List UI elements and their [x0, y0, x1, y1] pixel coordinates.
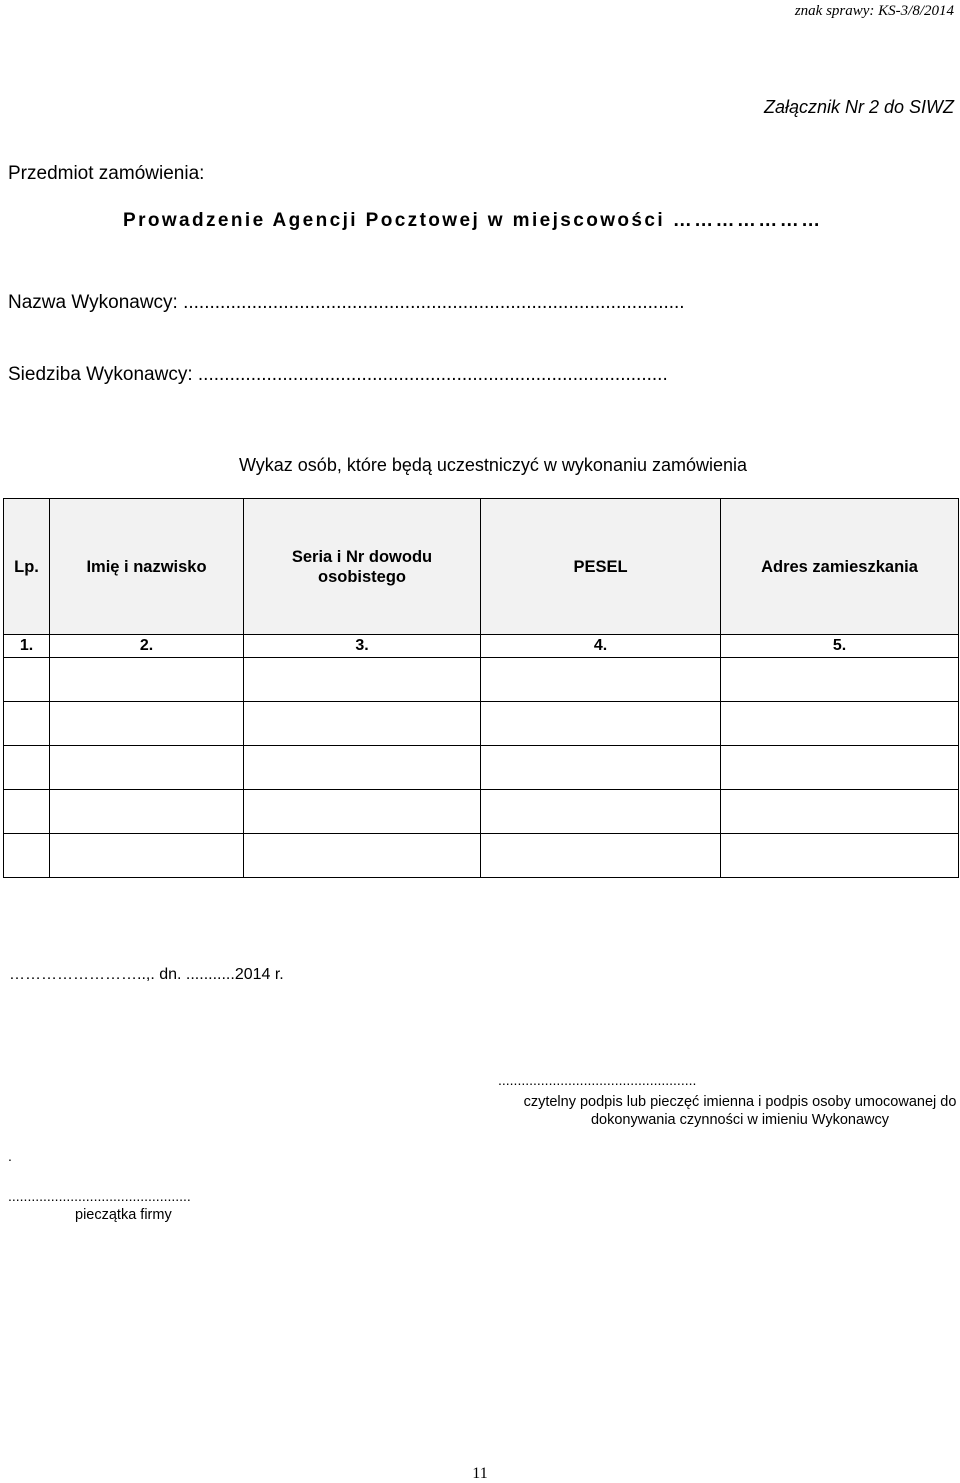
order-subject-label: Przedmiot zamówienia: [8, 163, 205, 184]
place-date-line: ……………………..,. dn. ...........2014 r. [9, 966, 284, 983]
stamp-label: pieczątka firmy [75, 1207, 172, 1223]
table-cell[interactable] [50, 746, 244, 790]
column-number: 1. [4, 635, 50, 658]
case-reference: znak sprawy: KS-3/8/2014 [794, 3, 954, 19]
table-cell[interactable] [4, 702, 50, 746]
table-cell[interactable] [4, 834, 50, 878]
page-number: 11 [472, 1465, 488, 1482]
table-cell[interactable] [244, 790, 481, 834]
column-number-row [4, 635, 959, 658]
contractor-seat-field: Siedziba Wykonawcy: ......................................................................................... [8, 364, 668, 385]
table-cell[interactable] [50, 702, 244, 746]
table-header-row [4, 499, 959, 635]
separator-dot: . [8, 1148, 12, 1164]
table-cell[interactable] [244, 834, 481, 878]
annex-label: Załącznik Nr 2 do SIWZ [763, 97, 954, 117]
table-cell[interactable] [721, 746, 959, 790]
stamp-line: ............................................... [8, 1188, 191, 1204]
table-cell[interactable] [481, 746, 721, 790]
table-cell[interactable] [721, 702, 959, 746]
signature-caption: czytelny podpis lub pieczęć imienna i podpis osoby umocowanej do dokonywania czynności w imieniu Wykonawcy [523, 1094, 957, 1128]
contractor-name-field: Nazwa Wykonawcy: ............................................................................................... [8, 292, 685, 313]
table-row [4, 658, 959, 702]
persons-table [3, 498, 959, 878]
column-number: 3. [244, 635, 481, 658]
column-header-address: Adres zamieszkania [721, 499, 959, 635]
column-header-id-card: Seria i Nr dowodu osobistego [244, 499, 481, 635]
signature-line: ................................................... [498, 1072, 697, 1088]
table-cell[interactable] [50, 834, 244, 878]
persons-list-title: Wykaz osób, które będą uczestniczyć w wykonaniu zamówienia [238, 455, 748, 475]
table-cell[interactable] [481, 658, 721, 702]
column-header-pesel: PESEL [481, 499, 721, 635]
table-cell[interactable] [50, 658, 244, 702]
column-header-lp: Lp. [4, 499, 50, 635]
column-number: 4. [481, 635, 721, 658]
column-header-name: Imię i nazwisko [50, 499, 244, 635]
table-cell[interactable] [481, 702, 721, 746]
table-cell[interactable] [244, 746, 481, 790]
table-cell[interactable] [721, 790, 959, 834]
table-cell[interactable] [244, 702, 481, 746]
table-cell[interactable] [481, 834, 721, 878]
order-subject-title: Prowadzenie Agencji Pocztowej w miejscowości ………………… [123, 210, 823, 231]
table-cell[interactable] [244, 658, 481, 702]
table-cell[interactable] [4, 790, 50, 834]
table-row [4, 746, 959, 790]
table-row [4, 834, 959, 878]
table-cell[interactable] [481, 790, 721, 834]
table-cell[interactable] [4, 658, 50, 702]
column-number: 2. [50, 635, 244, 658]
table-row [4, 702, 959, 746]
table-cell[interactable] [50, 790, 244, 834]
table-cell[interactable] [4, 746, 50, 790]
table-cell[interactable] [721, 658, 959, 702]
column-number: 5. [721, 635, 959, 658]
table-row [4, 790, 959, 834]
table-cell[interactable] [721, 834, 959, 878]
